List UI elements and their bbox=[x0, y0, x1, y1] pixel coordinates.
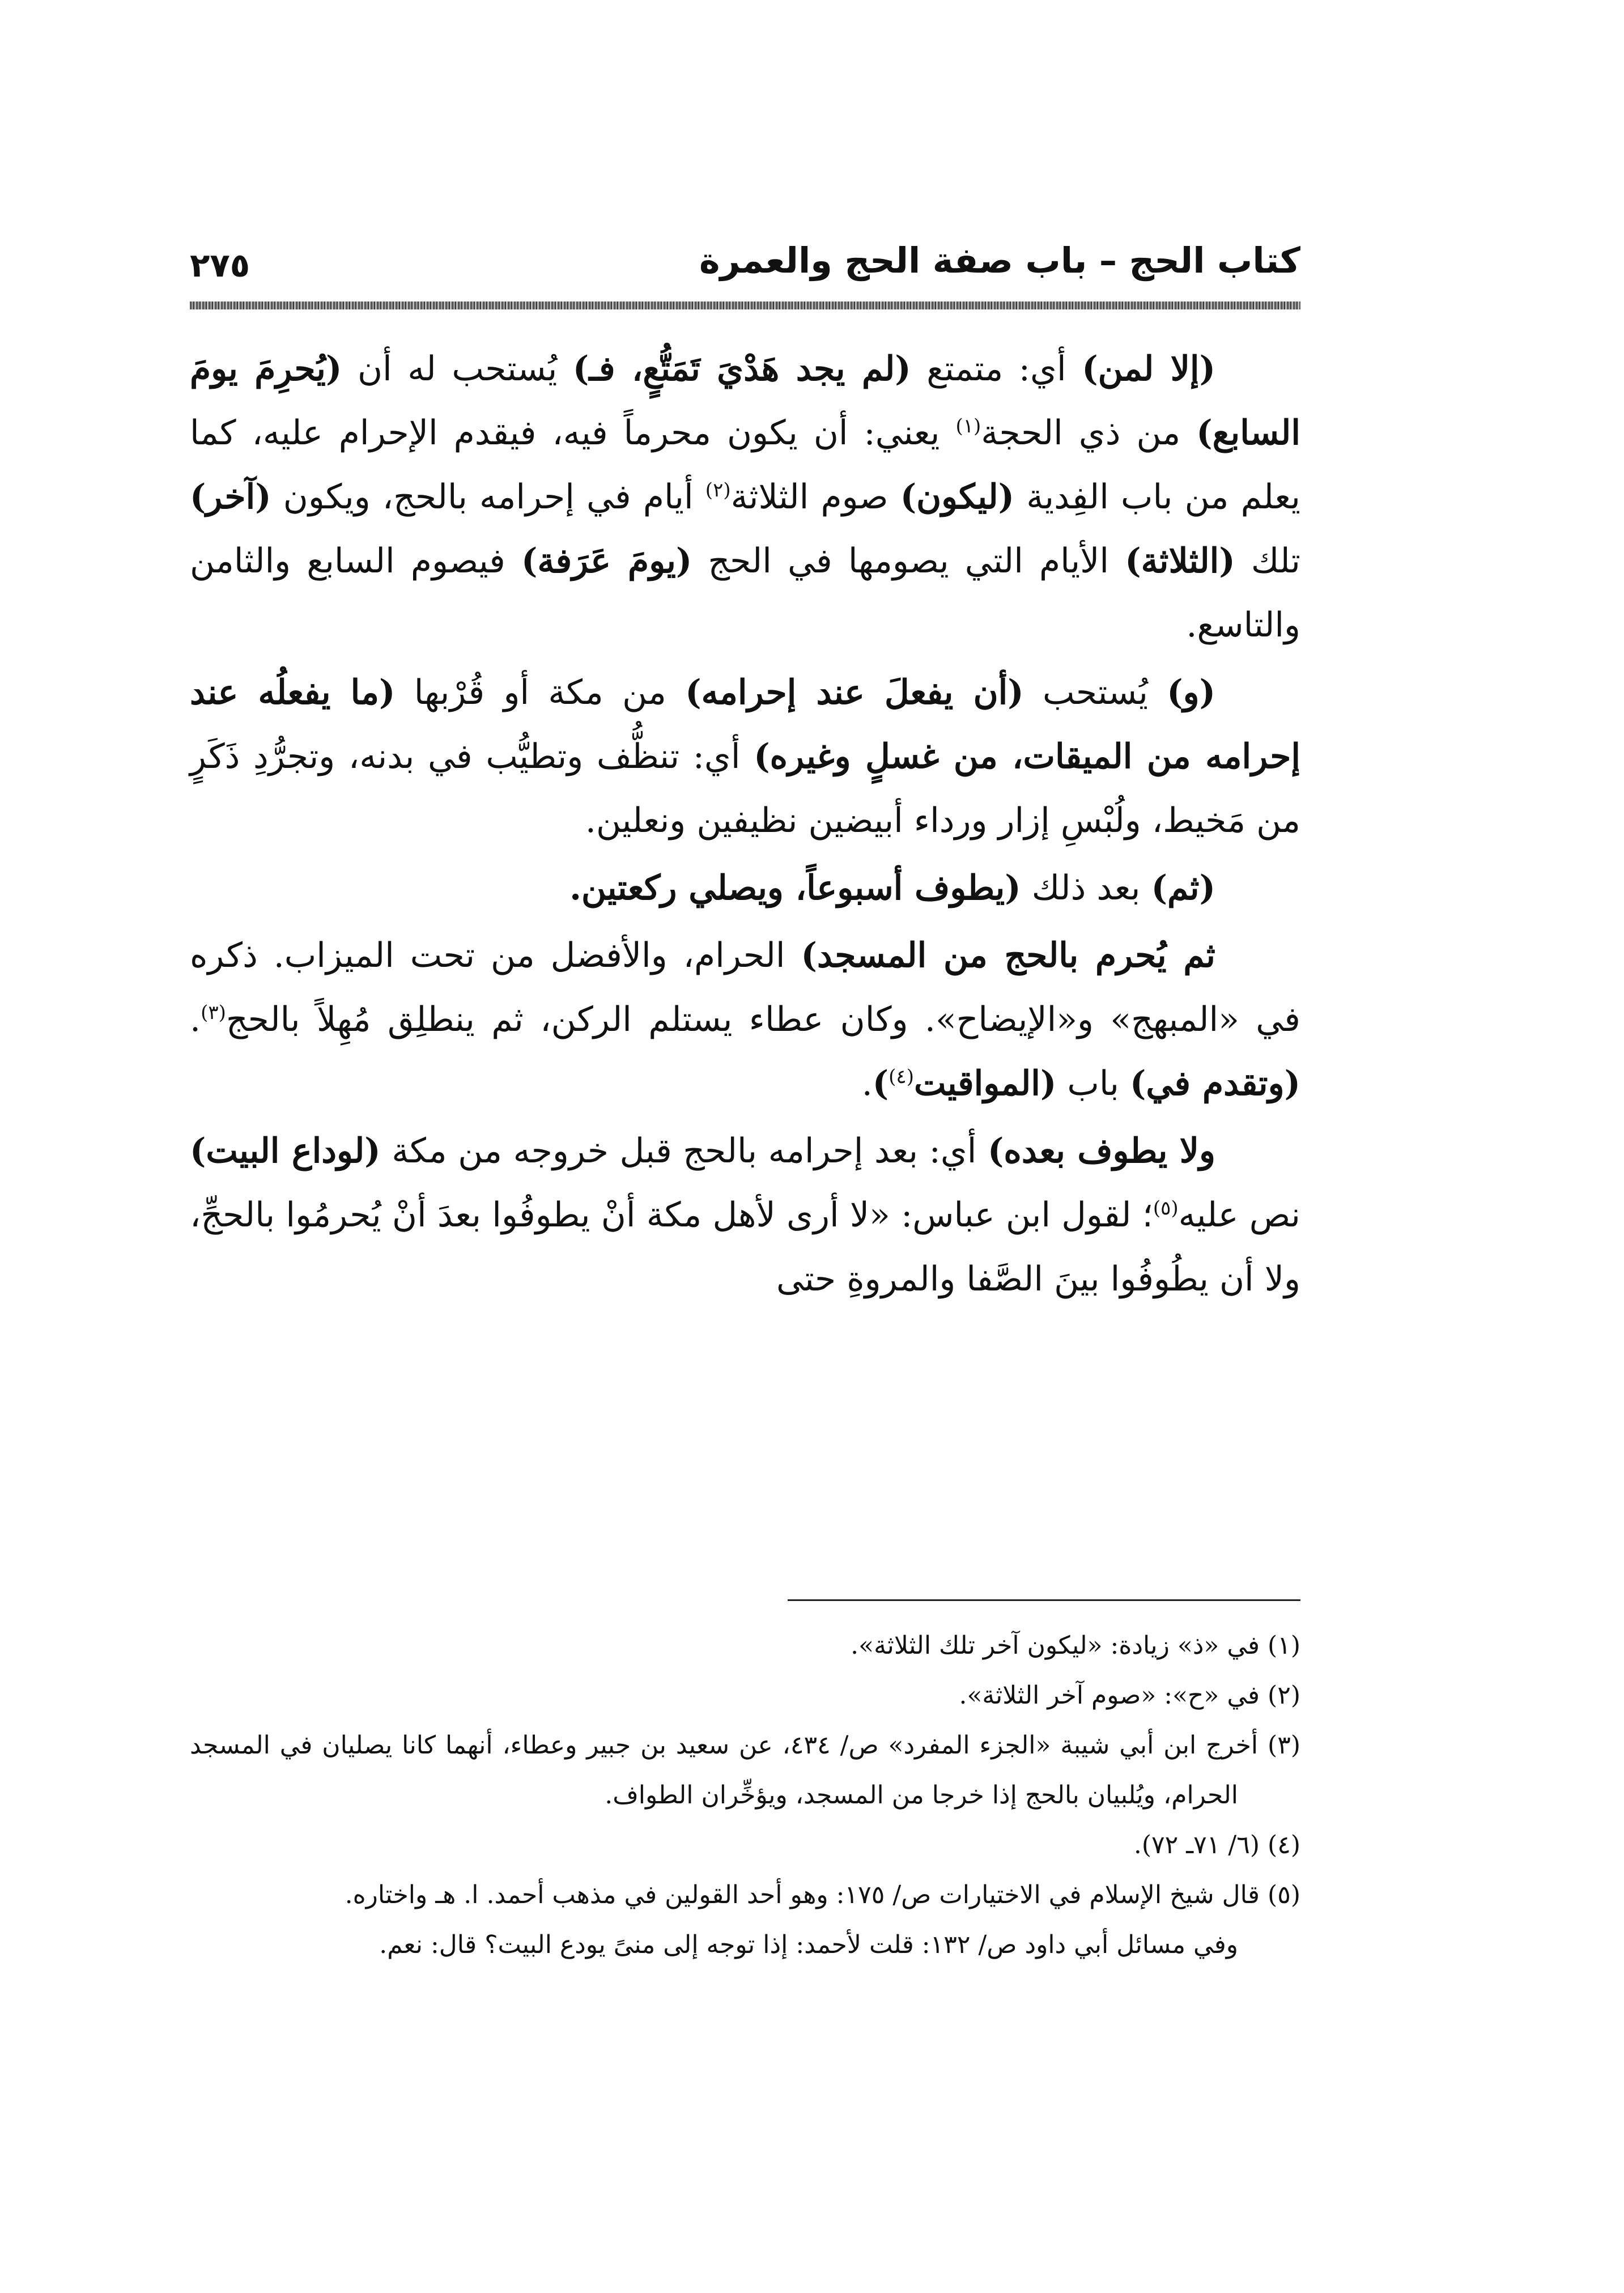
matn-text: (لم يجد هَدْيَ تَمَتُّعٍ، فـ) bbox=[572, 349, 911, 389]
body-paragraph bbox=[190, 924, 1300, 1116]
footnote bbox=[190, 1870, 1300, 1920]
page-number: ٢٧٥ bbox=[190, 246, 250, 284]
footnote bbox=[190, 1820, 1300, 1870]
footnote-text: (٦/ ٧١ـ ٧٢). bbox=[1133, 1831, 1260, 1859]
matn-text: ) bbox=[872, 1064, 889, 1103]
header-rule bbox=[190, 302, 1300, 309]
sharh-text: الأيام التي يصومها في الحج bbox=[692, 541, 1125, 581]
sharh-text: بعد ذلك bbox=[1021, 868, 1151, 908]
sharh-text: من مكة أو قُرْبها bbox=[395, 673, 686, 712]
sharh-text: من ذي الحجة bbox=[981, 413, 1197, 453]
sharh-text: فيصوم السابع والثامن والتاسع. bbox=[190, 541, 1300, 645]
footnote-number: (١) bbox=[1260, 1631, 1300, 1660]
footnote-text: قال شيخ الإسلام في الاختيارات ص/ ١٧٥: وهو أحد القولين في مذهب أحمد. ا. هـ واختاره. bbox=[345, 1880, 1260, 1909]
footnote-text: في «ذ» زيادة: «ليكون آخر تلك الثلاثة». bbox=[851, 1631, 1260, 1660]
running-title: كتاب الحج – باب صفة الحج والعمرة bbox=[699, 240, 1300, 281]
footnote-reference: (٢) bbox=[705, 479, 731, 502]
body-paragraph bbox=[190, 856, 1300, 920]
footnote-separator bbox=[788, 1599, 1300, 1601]
footnotes bbox=[190, 1621, 1300, 1970]
footnote bbox=[190, 1721, 1300, 1820]
body-paragraph bbox=[190, 1119, 1300, 1311]
sharh-text: أي: متمتع bbox=[911, 349, 1082, 389]
matn-text: (ثم) bbox=[1151, 868, 1215, 908]
sharh-text: صوم الثلاثة bbox=[730, 477, 900, 517]
sharh-text: يعني: أن يكون محرماً فيه، فيقدم الإحرام عليه، كما يعلم من باب الفِدية bbox=[190, 413, 1301, 517]
footnote-reference: (٤) bbox=[888, 1065, 914, 1088]
sharh-text: تلك bbox=[1235, 541, 1300, 581]
matn-text: (أن يفعلَ عند إحرامه) bbox=[685, 673, 1024, 712]
matn-text: (يومَ عَرَفة) bbox=[521, 541, 692, 581]
sharh-text: يُستحب له أن bbox=[342, 349, 573, 389]
sharh-text: أيام في إحرامه بالحج، ويكون bbox=[271, 477, 705, 517]
footnote-list bbox=[190, 1621, 1300, 1920]
sharh-text: . bbox=[861, 1064, 873, 1103]
footnote-continuation: وفي مسائل أبي داود ص/ ١٣٢: قلت لأحمد: إذا توجه إلى منىً يودع البيت؟ قال: نعم. bbox=[379, 1930, 1238, 1959]
matn-text: (ما يفعلُه عند إحرامه من الميقات، من غسلٍ وغيره) bbox=[190, 673, 1300, 776]
sharh-text: نص عليه bbox=[1178, 1195, 1301, 1235]
sharh-text: أي: بعد إحرامه بالحج قبل خروجه من مكة bbox=[380, 1131, 988, 1171]
sharh-text: أي: تنظُّف وتطيُّب في بدنه، وتجرُّدِ ذَكَرٍ من مَخيط، ولُبْسِ إزار ورداء أبيضين نظيفين ونعلين. bbox=[190, 737, 1300, 840]
sharh-text: ؛ لقول ابن عباس: «لا أرى لأهل مكة أنْ يطوفُوا بعدَ أنْ يُحرمُوا بالحجِّ، ولا أن يطُوفُوا بينَ الصَّفا والمروةِ حتى bbox=[190, 1195, 1300, 1299]
matn-text: ثم يُحرم بالحج من المسجد) bbox=[801, 936, 1215, 975]
matn-text: (إلا لمن) bbox=[1082, 349, 1215, 389]
sharh-text: الحرام، والأفضل من تحت الميزاب. ذكره في «المبهج» و«الإيضاح». وكان عطاء يستلم الركن، ثم ينطلِق مُهِلاً بالحج bbox=[190, 936, 1300, 1039]
page-header bbox=[190, 238, 1300, 289]
matn-text: (يُحرِمَ يومَ السابع) bbox=[190, 349, 1300, 453]
footnote-text: في «ح»: «صوم آخر الثلاثة». bbox=[959, 1681, 1260, 1710]
sharh-text: . bbox=[190, 1000, 201, 1039]
matn-text: (و) bbox=[1167, 673, 1216, 712]
footnote-reference: (٣) bbox=[201, 1001, 226, 1024]
matn-text: (ليكون) bbox=[900, 477, 1015, 517]
matn-text: (يطوف أسبوعاً، ويصلي ركعتين. bbox=[569, 868, 1021, 908]
footnote-number: (٤) bbox=[1260, 1831, 1300, 1859]
footnote bbox=[190, 1621, 1300, 1671]
body-paragraph bbox=[190, 661, 1300, 853]
matn-text: (لوداع البيت) bbox=[190, 1131, 381, 1171]
footnote-reference: (١) bbox=[955, 415, 981, 438]
main-text bbox=[190, 337, 1300, 1311]
sharh-text: يُستحب bbox=[1023, 673, 1167, 712]
footnote-text: أخرج ابن أبي شيبة «الجزء المفرد» ص/ ٤٣٤، عن سعيد بن جبير وعطاء، أنهما كانا يصليان في المسجد الحرام، ويُلبيان بالحج إذا خرجا من المسجد، ويؤخِّران الطواف. bbox=[190, 1731, 1259, 1810]
matn-text: (الثلاثة) bbox=[1125, 541, 1235, 581]
body-paragraph bbox=[190, 337, 1300, 657]
footnote-reference: (٥) bbox=[1153, 1197, 1179, 1220]
matn-text: (المواقيت bbox=[913, 1064, 1057, 1103]
sharh-text: باب bbox=[1056, 1064, 1130, 1103]
footnote-number: (٥) bbox=[1260, 1880, 1300, 1909]
matn-text: (آخر) bbox=[190, 477, 271, 517]
matn-text: ولا يطوف بعده) bbox=[988, 1131, 1215, 1171]
footnote-number: (٢) bbox=[1260, 1681, 1300, 1710]
footnote bbox=[190, 1671, 1300, 1721]
footnote-number: (٣) bbox=[1258, 1731, 1301, 1760]
matn-text: (وتقدم في) bbox=[1129, 1064, 1300, 1103]
